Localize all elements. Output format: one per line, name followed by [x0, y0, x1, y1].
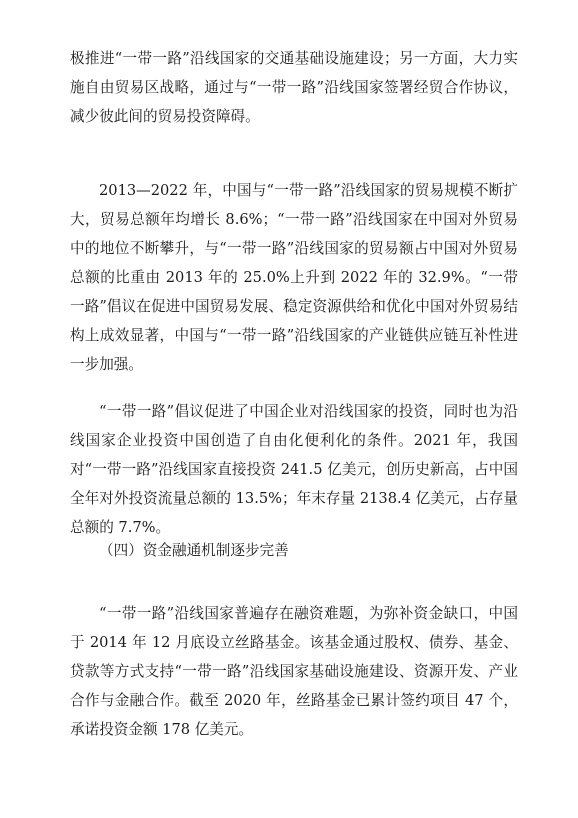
paragraph-trade-growth: 2013—2022 年，中国与“一带一路”沿线国家的贸易规模不断扩大，贸易总额年均增长 8.6%；“一带一路”沿线国家在中国对外贸易中的地位不断攀升，与“一带一路”沿线国家的贸易额占中国对外贸易总额的比重由 2013 年的 25.0%上升到 2022 年的 32.9%。“一带一路”倡议在促进中国贸易发展、稳定资源供给和优化中国对外贸易结构上成效显著，中国与“一带一路”沿线国家的产业链供应链互补性进一步加强。 — [70, 182, 518, 373]
paragraph-continuation: 极推进“一带一路”沿线国家的交通基础设施建设；另一方面，大力实施自由贸易区战略，通过与“一带一路”沿线国家签署经贸合作协议，减少彼此间的贸易投资障碍。 — [70, 50, 518, 125]
paragraph-silk-road-fund: “一带一路”沿线国家普遍存在融资难题，为弥补资金缺口，中国于 2014 年 12 月底设立丝路基金。该基金通过股权、债券、基金、贷款等方式支持“一带一路”沿线国家基础设施建设、资源开发、产业合作与金融合作。截至 2020 年，丝路基金已累计签约项目 47 个，承诺投资金额 178 亿美元。 — [70, 605, 518, 738]
section-heading-financing: （四）资金融通机制逐步完善 — [99, 542, 289, 559]
paragraph-investment: “一带一路”倡议促进了中国企业对沿线国家的投资，同时也为沿线国家企业投资中国创造了自由化便利化的条件。2021 年，我国对“一带一路”沿线国家直接投资 241.5 亿美元，创历史新高，占中国全年对外投资流量总额的 13.5%；年末存量 2138.4 亿美元，占存量总额的 7.7%。 — [70, 403, 518, 536]
